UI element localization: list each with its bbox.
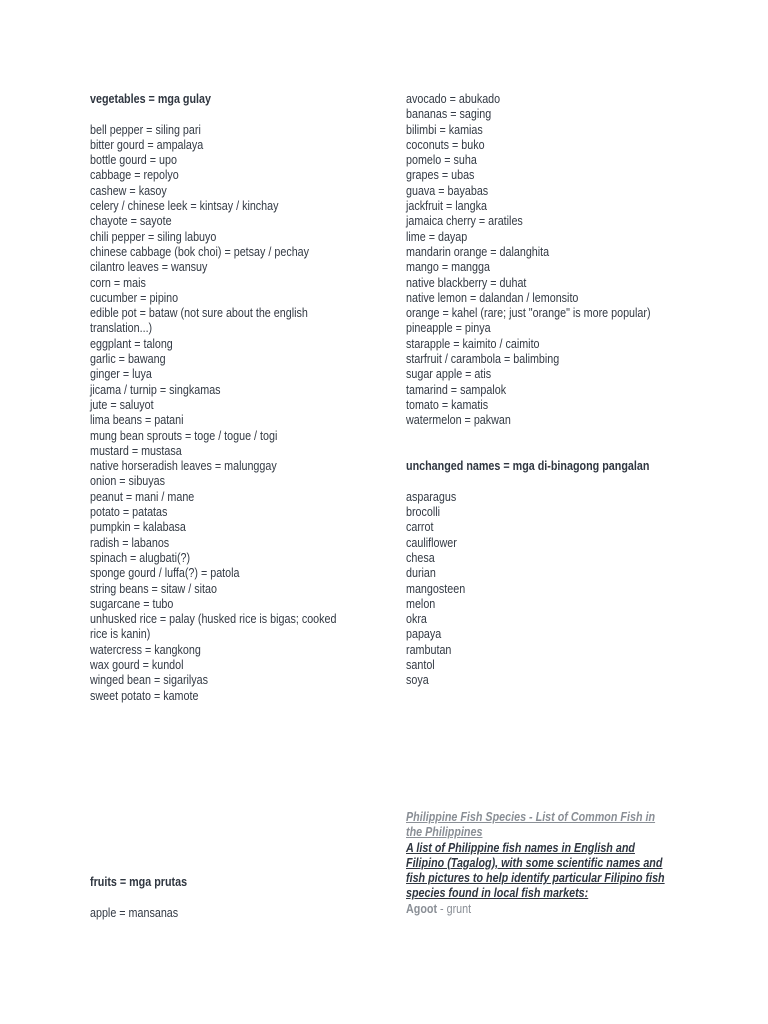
unchanged-name-entry: chesa [406,550,435,565]
unchanged-name-entry: cauliflower [406,535,457,550]
fruit-entry: pomelo = suha [406,153,477,168]
fruit-entry: jamaica cherry = aratiles [406,214,523,229]
unchanged-name-entry: durian [406,566,436,581]
unchanged-name-entry: santol [406,657,435,672]
fruit-entry: bananas = saging [406,107,492,122]
spacer [406,429,673,444]
fruit-entry: starapple = kaimito / caimito [406,336,540,351]
vegetables-column [90,92,357,704]
fruit-entry: watermelon = pakwan [406,413,511,428]
vegetable-entry: native horseradish leaves = malunggay [90,459,277,474]
fish-entry-name: Agoot [406,901,438,916]
spacer [90,890,357,905]
fish-entry [406,902,673,917]
vegetable-entry: cabbage = repolyo [90,168,179,183]
fruit-entry: grapes = ubas [406,168,475,183]
vegetable-entry: lima beans = patani [90,413,184,428]
fruit-entry: sugar apple = atis [406,367,492,382]
unchanged-name-entry: melon [406,596,436,611]
vegetable-entry: chinese cabbage (bok choi) = petsay / pechay [90,244,310,259]
vegetable-entry: mustard = mustasa [90,443,182,458]
fruits-list-continued [406,92,673,429]
vegetable-entry: cucumber = pipino [90,290,179,305]
vegetable-entry: onion = sibuyas [90,474,166,489]
vegetable-entry: ginger = luya [90,367,152,382]
vegetable-entry: eggplant = talong [90,336,173,351]
unchanged-name-entry: papaya [406,627,442,642]
unchanged-name-entry: rambutan [406,642,452,657]
vegetable-entry: edible pot = bataw (not sure about the english translation...) [90,306,308,336]
fish-section [406,810,673,917]
unchanged-names-heading: unchanged names = mga di-binagong pangalan [406,459,650,474]
fruit-entry: pineapple = pinya [406,321,491,336]
vegetable-entry: jicama / turnip = singkamas [90,382,221,397]
fruit-entry: native blackberry = duhat [406,275,527,290]
fruit-entry: coconuts = buko [406,137,485,152]
vegetable-entry: chili pepper = siling labuyo [90,229,217,244]
vegetable-entry: string beans = sitaw / sitao [90,581,217,596]
vegetable-entry: garlic = bawang [90,352,166,367]
unchanged-name-entry: mangosteen [406,581,466,596]
spacer [406,444,673,459]
fruit-entry: mandarin orange = dalanghita [406,244,550,259]
fruit-entry: apple = mansanas [90,905,179,920]
vegetable-entry: peanut = mani / mane [90,489,195,504]
vegetable-entry: bottle gourd = upo [90,153,177,168]
vegetable-entry: bitter gourd = ampalaya [90,137,204,152]
unchanged-name-entry: okra [406,612,427,627]
fruit-entry: jackfruit = langka [406,199,487,214]
fruit-entry: orange = kahel (rare; just "orange" is more popular) [406,306,651,321]
vegetable-entry: celery / chinese leek = kintsay / kinchay [90,199,279,214]
vegetable-entry: winged bean = sigarilyas [90,673,209,688]
spacer [406,474,673,489]
vegetable-entry: corn = mais [90,275,146,290]
vegetable-entry: jute = saluyot [90,397,154,412]
vegetable-entry: pumpkin = kalabasa [90,520,186,535]
vegetable-entry: sugarcane = tubo [90,596,174,611]
vegetable-entry: spinach = alugbati(?) [90,550,191,565]
vegetables-list [90,123,357,704]
spacer [90,107,357,122]
vegetable-entry: radish = labanos [90,535,170,550]
unchanged-name-entry: carrot [406,520,434,535]
vegetable-entry: sweet potato = kamote [90,688,199,703]
fish-species-link[interactable]: Philippine Fish Species - List of Common Fish in the Philippines [406,810,656,840]
fruit-entry: tamarind = sampalok [406,382,507,397]
vegetable-entry: watercress = kangkong [90,642,201,657]
vegetable-entry: mung bean sprouts = toge / togue / togi [90,428,278,443]
fish-description-link[interactable]: A list of Philippine fish names in English and Filipino (Tagalog), with some scientific names and fish pictures to help identify particular Filipino fish species found in local fish markets: [406,840,665,901]
unchanged-name-entry: asparagus [406,489,457,504]
fruit-entry: avocado = abukado [406,92,501,106]
fruit-entry: starfruit / carambola = balimbing [406,352,560,367]
fruit-entry: guava = bayabas [406,183,489,198]
vegetable-entry: sponge gourd / luffa(?) = patola [90,566,240,581]
fruits-unchanged-column [406,92,673,689]
vegetables-heading: vegetables = mga gulay [90,92,211,106]
fish-entry-translation: - grunt [437,901,472,916]
fruit-entry: tomato = kamatis [406,397,489,412]
vegetable-entry: cashew = kasoy [90,183,167,198]
vegetable-entry: chayote = sayote [90,214,172,229]
fruit-entry: native lemon = dalandan / lemonsito [406,290,579,305]
vegetable-entry: unhusked rice = palay (husked rice is bigas; cooked rice is kanin) [90,612,337,642]
fruits-column [90,875,357,921]
vegetable-entry: bell pepper = siling pari [90,122,201,137]
vegetable-entry: cilantro leaves = wansuy [90,260,208,275]
unchanged-names-list [406,490,673,689]
vegetable-entry: wax gourd = kundol [90,657,184,672]
vegetable-entry: potato = patatas [90,505,168,520]
fruit-entry: mango = mangga [406,260,490,275]
unchanged-name-entry: soya [406,673,429,688]
fruit-entry: lime = dayap [406,229,468,244]
unchanged-name-entry: brocolli [406,505,441,520]
fruits-heading: fruits = mga prutas [90,875,188,889]
fruits-list [90,906,357,921]
fruit-entry: bilimbi = kamias [406,122,483,137]
